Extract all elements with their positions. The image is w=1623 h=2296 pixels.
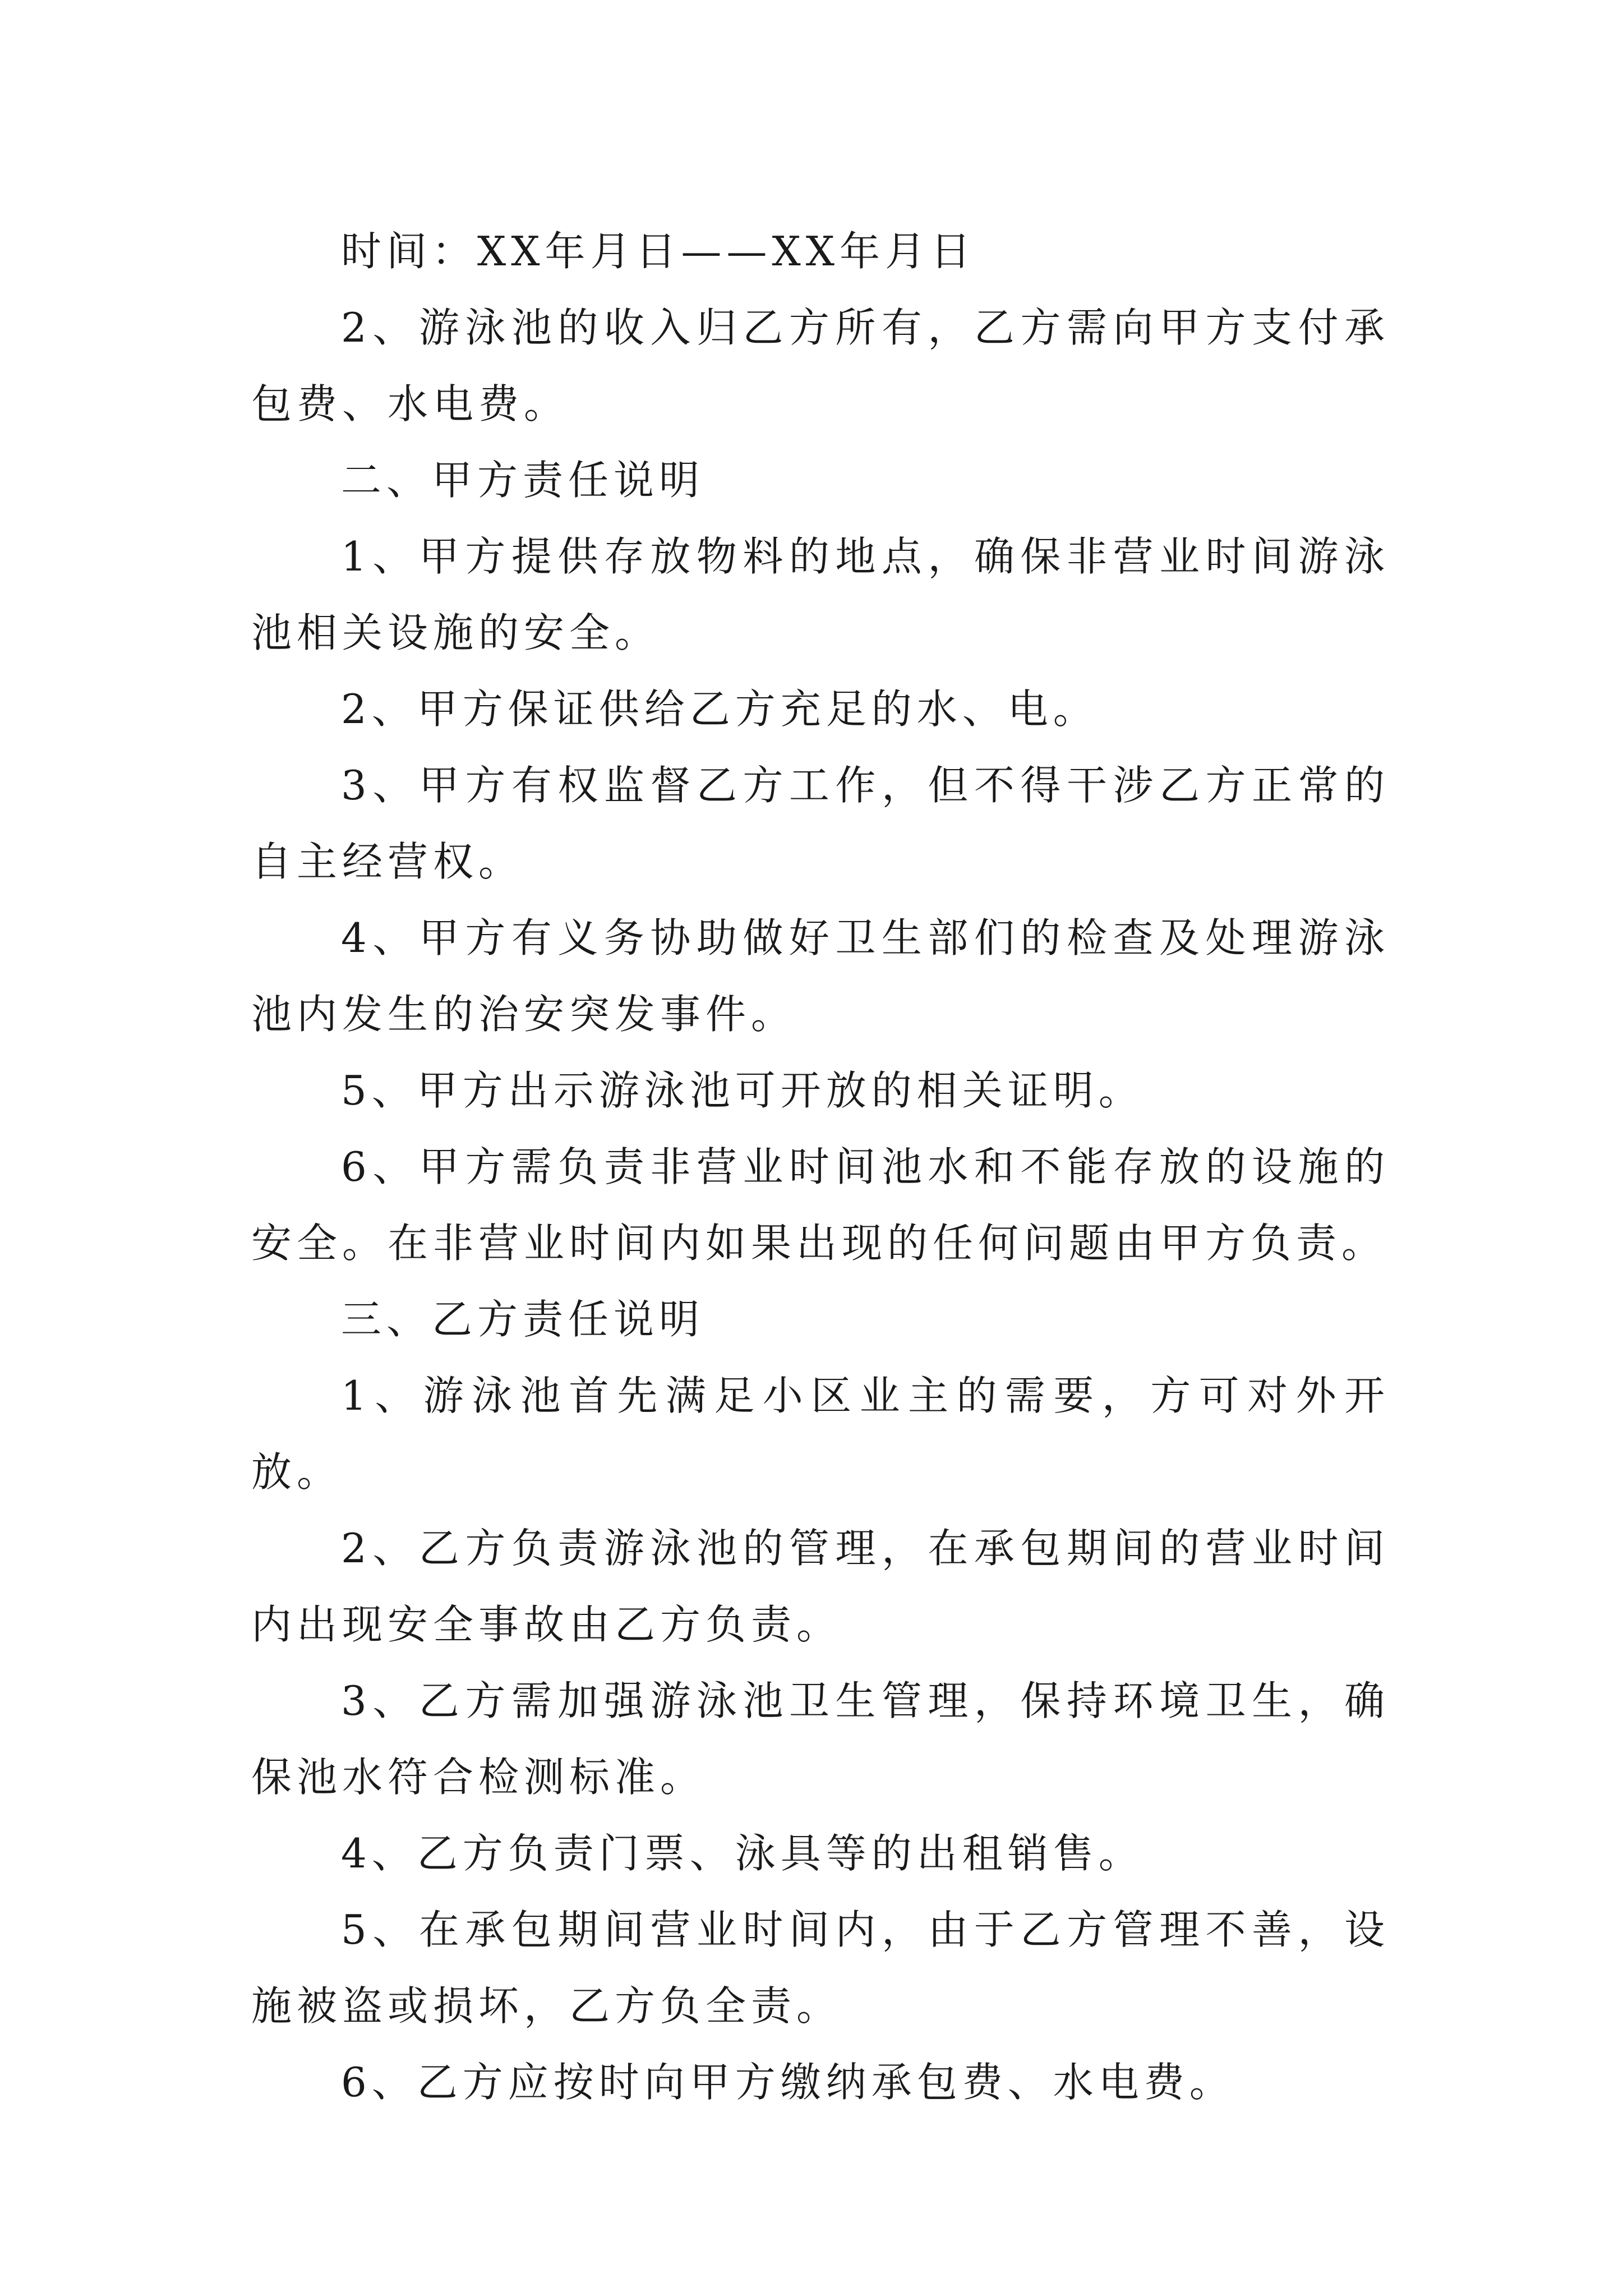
time-range-line: 时间：XX年月日——XX年月日 [341, 228, 976, 275]
clause-income: 2、游泳池的收入归乙方所有，乙方需向甲方支付承包费、水电费。 [251, 304, 1390, 427]
party-b-clause-4: 4、乙方负责门票、泳具等的出租销售。 [341, 1830, 1144, 1877]
party-a-clause-3: 3、甲方有权监督乙方工作，但不得干涉乙方正常的自主经营权。 [251, 762, 1390, 885]
section-heading-party-b: 三、乙方责任说明 [341, 1296, 705, 1343]
party-b-clause-6: 6、乙方应按时向甲方缴纳承包费、水电费。 [341, 2059, 1235, 2106]
party-a-clause-6: 6、甲方需负责非营业时间池水和不能存放的设施的安全。在非营业时间内如果出现的任何问题由甲方负责。 [251, 1143, 1390, 1267]
party-b-clause-1: 1、游泳池首先满足小区业主的需要，方可对外开放。 [251, 1372, 1390, 1496]
section-heading-party-a: 二、甲方责任说明 [341, 457, 705, 504]
party-a-clause-5: 5、甲方出示游泳池可开放的相关证明。 [341, 1067, 1144, 1114]
party-b-clause-3: 3、乙方需加强游泳池卫生管理，保持环境卫生，确保池水符合检测标准。 [251, 1677, 1390, 1801]
party-a-clause-1: 1、甲方提供存放物料的地点，确保非营业时间游泳池相关设施的安全。 [251, 533, 1390, 656]
party-a-clause-4: 4、甲方有义务协助做好卫生部们的检查及处理游泳池内发生的治安突发事件。 [251, 914, 1390, 1038]
party-b-clause-5: 5、在承包期间营业时间内，由于乙方管理不善，设施被盗或损坏，乙方负全责。 [251, 1906, 1390, 2030]
document-body [251, 213, 1390, 2120]
party-b-clause-2: 2、乙方负责游泳池的管理，在承包期间的营业时间内出现安全事故由乙方负责。 [251, 1525, 1390, 1648]
party-a-clause-2: 2、甲方保证供给乙方充足的水、电。 [341, 685, 1099, 733]
